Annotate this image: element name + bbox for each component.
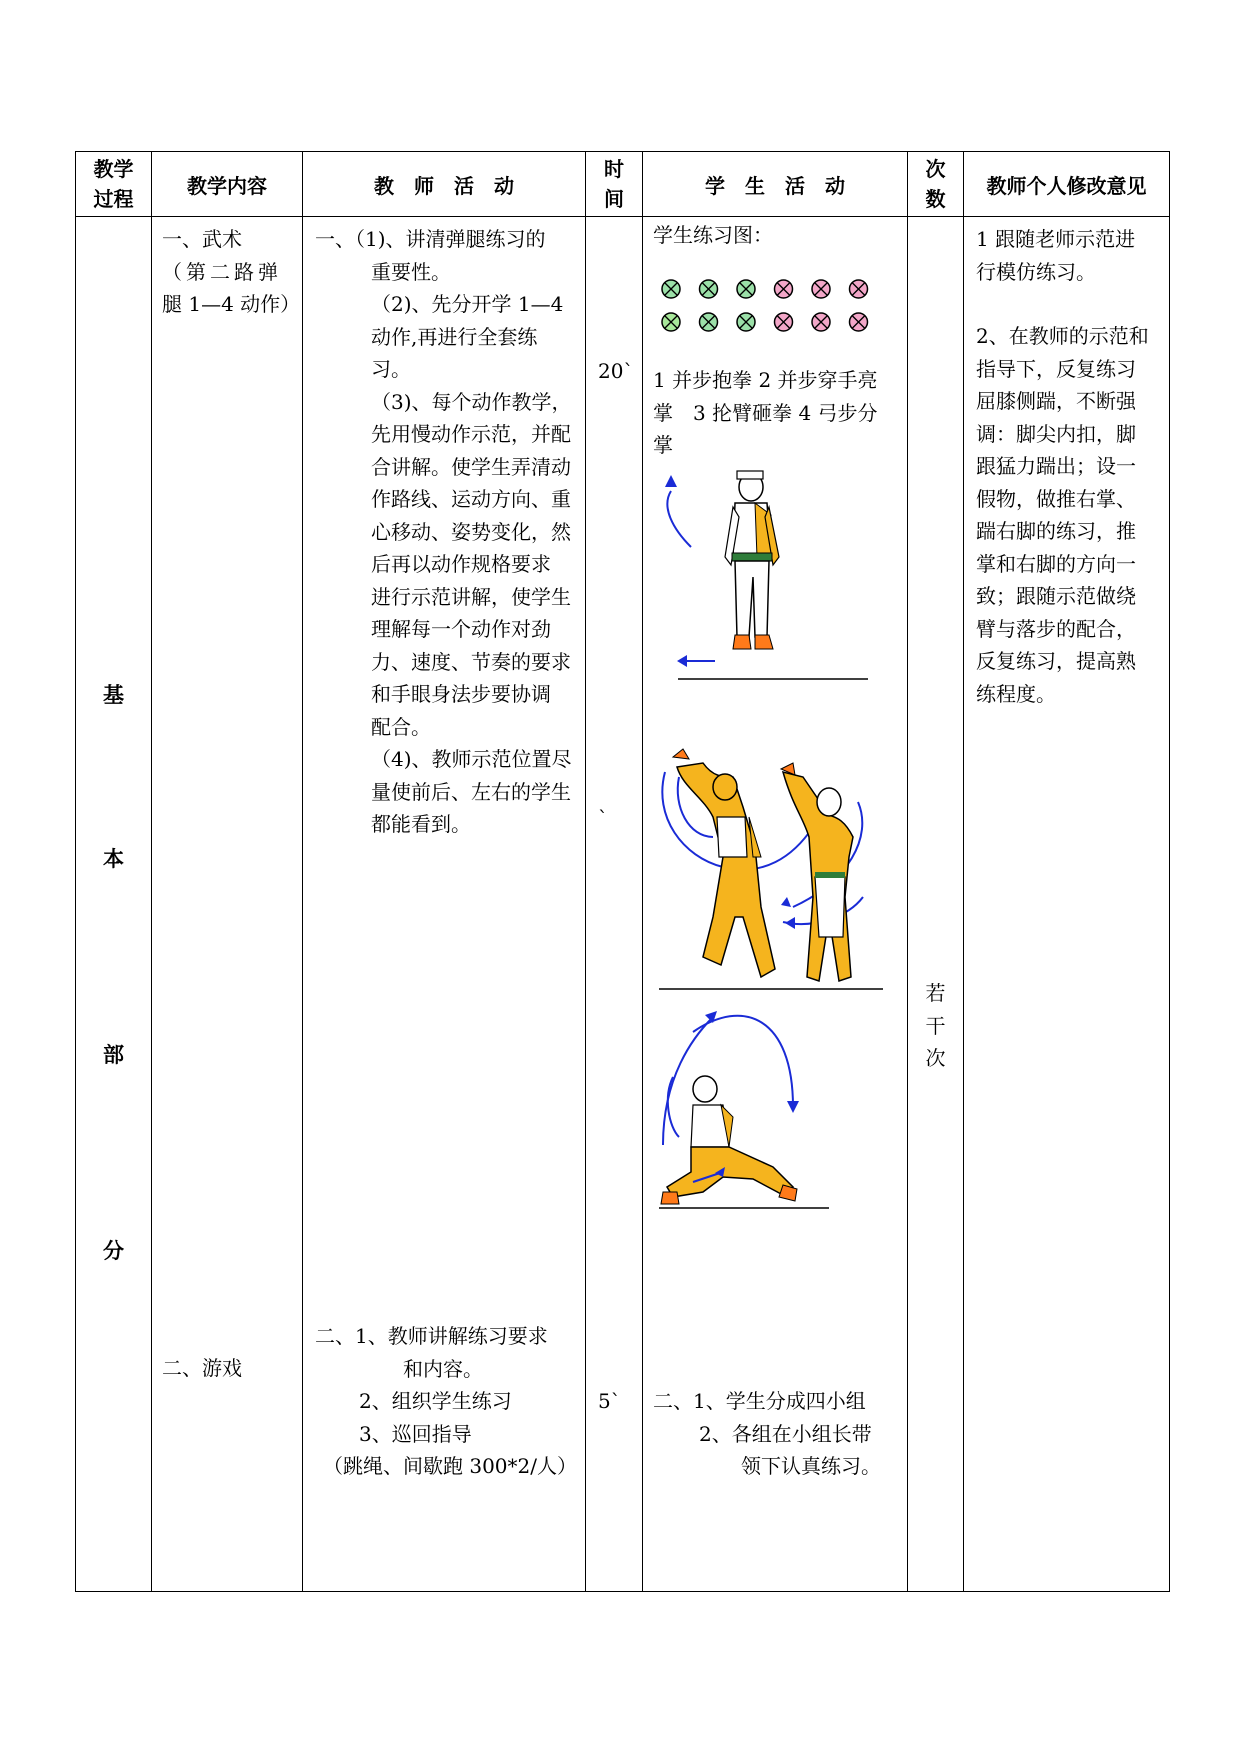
- figure-a-shirt: [717, 817, 747, 857]
- revision-line: 致；跟随示范做绕: [976, 584, 1136, 608]
- formation-diagram: [662, 280, 868, 331]
- student-moves-line: 掌: [653, 433, 673, 457]
- teacher-line: （2)、先分开学 1—4: [371, 292, 564, 316]
- teacher-line: 后再以动作规格要求: [371, 552, 551, 576]
- revision-line: 踹右脚的练习，推: [976, 519, 1136, 543]
- teacher-section2: [315, 1320, 585, 1483]
- revision-line: 2、在教师的示范和: [976, 324, 1149, 348]
- figure-a-head: [713, 774, 737, 800]
- teacher-line: 动作,再进行全套练习。: [371, 324, 538, 381]
- body-row: [76, 217, 1170, 1592]
- teacher-line: 和内容。: [403, 1356, 483, 1381]
- count-char: 次: [925, 1046, 946, 1070]
- teacher-line: 二、1、教师讲解练习要求: [315, 1324, 548, 1348]
- figure-c-head: [693, 1076, 717, 1102]
- header-content: 教学内容: [152, 152, 303, 217]
- stage-cell: [76, 217, 152, 1592]
- content-cell: [152, 217, 303, 1592]
- student-moves-text: [653, 364, 903, 462]
- teacher-cell: [303, 217, 586, 1592]
- figure-stance-1: [665, 471, 868, 679]
- figure-swing-2: [659, 749, 883, 989]
- student-moves-line: 掌 3 抡臂砸拳 4 弓步分: [653, 400, 878, 425]
- teacher-line: 合讲解。使学生弄清动: [371, 454, 571, 479]
- header-count-line2: 数: [925, 187, 946, 211]
- revision-line: 臂与落步的配合，: [976, 616, 1136, 641]
- revision-line: 假物，做推右掌、: [976, 486, 1136, 511]
- count-cell: [908, 217, 964, 1592]
- count-char: 若: [925, 981, 946, 1005]
- arrow-head: [787, 1101, 799, 1113]
- arrow-head: [665, 475, 677, 487]
- arrow-head: [781, 897, 791, 907]
- teacher-line: 进行示范讲解，使学生: [371, 584, 571, 609]
- revision-line: 屈膝侧踹，不断强: [976, 389, 1136, 413]
- count-char: 干: [925, 1013, 946, 1038]
- shoe: [779, 1185, 797, 1201]
- teacher-line: 配合。: [371, 714, 431, 739]
- teacher-section1: [303, 217, 585, 841]
- shoe: [661, 1192, 679, 1204]
- revision-line: 跟猛力踹出；设一: [976, 454, 1136, 478]
- teacher-line: 重要性。: [371, 259, 451, 284]
- stage-char-2: 本: [103, 847, 124, 871]
- stage-char-1: 基: [103, 683, 124, 707]
- teacher-line: 力、速度、节奏的要求: [371, 649, 571, 674]
- stage-char-4: 分: [103, 1239, 124, 1263]
- revision-line: 练程度。: [976, 681, 1056, 706]
- belt: [732, 553, 772, 561]
- student-game-line: 二、1、学生分成四小组: [653, 1389, 866, 1413]
- shoe-left: [733, 635, 751, 649]
- header-process-line1: 教学: [93, 157, 134, 181]
- student-game-text: [653, 1385, 905, 1483]
- header-row: [76, 152, 1170, 217]
- revision-line: 行模仿练习。: [976, 259, 1096, 284]
- header-revision: 教师个人修改意见: [964, 152, 1170, 217]
- teacher-line: 量使前后、左右的学生: [371, 779, 571, 804]
- student-game-line: 领下认真练习。: [741, 1454, 881, 1478]
- header-teacher: 教 师 活 动: [303, 152, 586, 217]
- content-item2: 二、游戏: [162, 1356, 242, 1380]
- student-game-line: 2、各组在小组长带: [699, 1421, 872, 1446]
- arrow-path: [668, 1077, 679, 1137]
- teacher-line: 一、（1)、讲清弹腿练习的: [315, 227, 546, 251]
- header-process: [76, 152, 152, 217]
- figure-a-fist: [673, 749, 689, 759]
- teacher-line: 2、组织学生练习: [359, 1389, 512, 1413]
- teacher-line: 和手眼身法步要协调: [371, 682, 551, 706]
- content-item1-sub-line2: 腿 1—4 动作）: [162, 292, 301, 316]
- figure-c-legs: [667, 1147, 793, 1197]
- header-count-line1: 次: [925, 157, 946, 181]
- student-cell: [643, 217, 908, 1592]
- teacher-line: 3、巡回指导: [359, 1421, 472, 1446]
- teacher-line: 先用慢动作示范，并配: [371, 422, 571, 446]
- revision-line: 调：脚尖内扣，脚: [976, 421, 1136, 446]
- time-cell: [586, 217, 643, 1592]
- content-item1-title: 一、武术: [162, 227, 242, 251]
- student-moves-line: 1 并步抱拳 2 并步穿手亮: [653, 368, 878, 392]
- count-value: [908, 977, 963, 1075]
- header-student: 学 生 活 动: [643, 152, 908, 217]
- header-count: [908, 152, 964, 217]
- student-diagram-title: 学生练习图：: [653, 223, 773, 247]
- teacher-line: （跳绳、间歇跑 300*2/人）: [323, 1454, 577, 1478]
- header-time: [586, 152, 643, 217]
- trousers: [735, 561, 769, 637]
- revision-cell: [964, 217, 1170, 1592]
- figure-b-shirt: [815, 877, 845, 937]
- teacher-line: 都能看到。: [371, 812, 471, 836]
- arrow-path: [667, 491, 691, 547]
- figure-b-belt: [815, 872, 845, 878]
- revision-line: 指导下，反复练习: [976, 356, 1136, 381]
- time-value-1: 20`: [598, 359, 634, 383]
- teacher-line: （3)、每个动作教学，: [371, 389, 572, 414]
- arrow-head: [785, 917, 795, 929]
- teacher-line: 心移动、姿势变化，然: [371, 519, 571, 544]
- shoe-right: [755, 635, 773, 649]
- stage-char-3: 部: [103, 1043, 124, 1067]
- revision-line: 反复练习，提高熟: [976, 649, 1136, 673]
- header-time-line1: 时: [604, 157, 624, 181]
- lesson-plan-table: [75, 151, 1170, 1592]
- figure-b-head: [817, 788, 841, 816]
- time-mark: `: [598, 806, 608, 830]
- header-process-line2: 过程: [93, 187, 134, 211]
- content-item1-sub-line1: （第二路弹: [162, 259, 282, 284]
- figure-bow-3: [659, 1011, 829, 1208]
- teacher-line: 理解每一个动作对劲: [371, 617, 551, 641]
- revision-line: 1 跟随老师示范进: [976, 227, 1136, 251]
- teacher-line: 作路线、运动方向、重: [371, 487, 571, 511]
- arrow-head: [677, 655, 687, 667]
- teacher-line: （4)、教师示范位置尽: [371, 747, 572, 771]
- revision-line: 掌和右脚的方向一: [976, 551, 1136, 576]
- time-value-2: 5`: [598, 1389, 621, 1413]
- header-time-line2: 间: [604, 187, 624, 211]
- headband: [737, 471, 763, 479]
